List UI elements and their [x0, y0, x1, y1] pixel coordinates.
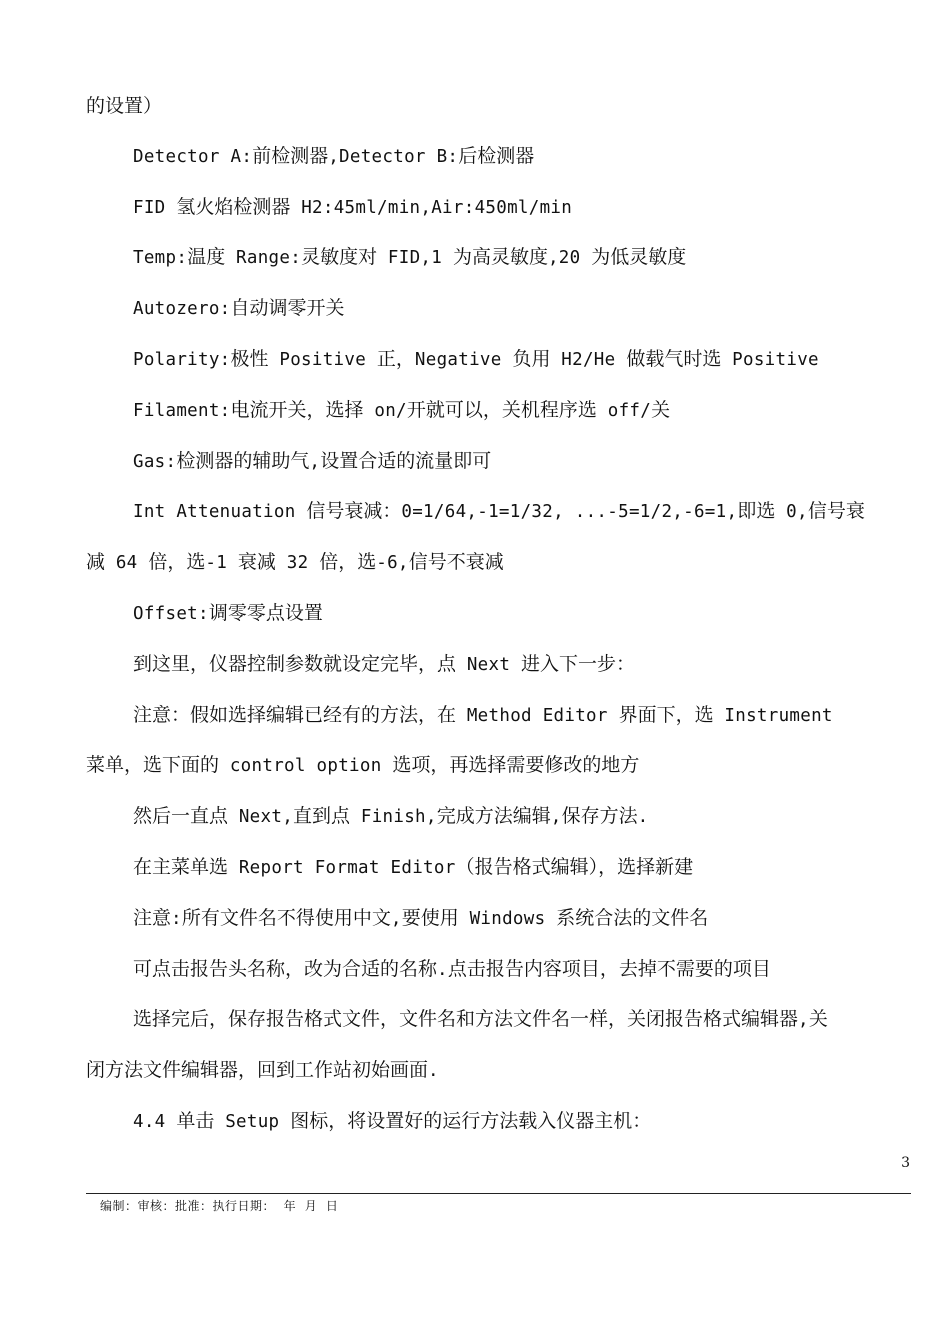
latin-run: 0=1/64,-1=1/32, ...-5=1/2,-6=1, — [401, 502, 738, 523]
latin-run: Gas: — [133, 451, 177, 472]
latin-run: Polarity: — [133, 349, 231, 370]
footer-divider — [86, 1193, 911, 1194]
latin-run: Negative — [414, 349, 513, 370]
latin-run: Positive — [721, 349, 819, 370]
latin-run: Offset: — [133, 603, 209, 624]
latin-run: off/ — [596, 400, 652, 421]
latin-run: 4.4 — [133, 1111, 177, 1132]
latin-run: FID,1 — [377, 248, 453, 269]
latin-run: Detector A: — [133, 146, 253, 167]
latin-run: on/ — [363, 400, 407, 421]
paragraph-line: 选择完后，保存报告格式文件，文件名和方法文件名一样，关闭报告格式编辑器,关 — [133, 1008, 828, 1031]
latin-run: , — [309, 451, 321, 472]
latin-run: , — [550, 807, 562, 828]
latin-run: -1 — [205, 553, 238, 574]
latin-run: Setup — [214, 1111, 291, 1132]
latin-run: Next, — [228, 807, 294, 828]
latin-run: : — [171, 908, 182, 929]
latin-run: Finish, — [350, 807, 437, 828]
paragraph-line: 的设置） — [86, 95, 163, 117]
paragraph-line: Detector A:前检测器,Detector B:后检测器 — [133, 144, 535, 167]
paragraph-line: 注意：假如选择编辑已经有的方法，在 Method Editor 界面下，选 Instrument — [133, 703, 833, 726]
latin-run: Temp: — [133, 248, 188, 269]
latin-run: Windows — [458, 908, 557, 929]
paragraph-line: 4.4 单击 Setup 图标，将设置好的运行方法载入仪器主机： — [133, 1109, 652, 1132]
page-number: 3 — [901, 1155, 910, 1171]
paragraph-line: 可点击报告头名称，改为合适的名称.点击报告内容项目，去掉不需要的项目 — [133, 957, 771, 980]
latin-run: Method Editor — [456, 705, 619, 726]
latin-run: ,20 — [547, 248, 592, 269]
latin-run: H2:45ml/min,Air:450ml/min — [290, 197, 573, 218]
paragraph-line: 菜单，选下面的 control option 选项，再选择需要修改的地方 — [86, 754, 640, 777]
latin-run: , — [798, 1010, 809, 1031]
paragraph-line: Temp:温度 Range:灵敏度对 FID,1 为高灵敏度,20 为低灵敏度 — [133, 246, 687, 269]
paragraph-line: Offset:调零零点设置 — [133, 601, 323, 624]
latin-run: Positive — [268, 349, 377, 370]
paragraph-line: Int Attenuation 信号衰减：0=1/64,-1=1/32, ...-5=1/2,-6=1,即选 0,信号衰 — [133, 500, 865, 523]
paragraph-line: FID 氢火焰检测器 H2:45ml/min,Air:450ml/min — [133, 195, 573, 218]
latin-run: ,Detector B: — [328, 146, 459, 167]
paragraph-line: 闭方法文件编辑器，回到工作站初始画面. — [86, 1059, 439, 1082]
latin-run: FID — [133, 197, 177, 218]
latin-run: Next — [456, 654, 522, 675]
latin-run: Instrument — [713, 705, 833, 726]
latin-run: . — [428, 1061, 439, 1082]
latin-run: Autozero: — [133, 299, 231, 320]
footer-signature-line: 编制：审核：批准：执行日期： 年 月 日 — [100, 1199, 339, 1213]
latin-run: 64 — [105, 553, 149, 574]
paragraph-line: 然后一直点 Next,直到点 Finish,完成方法编辑,保存方法. — [133, 805, 649, 828]
latin-run: -6, — [376, 553, 409, 574]
latin-run: 32 — [275, 553, 320, 574]
paragraph-line: Filament:电流开关，选择 on/开就可以，关机程序选 off/关 — [133, 398, 671, 421]
latin-run: H2/He — [550, 349, 627, 370]
latin-run: control option — [219, 756, 393, 777]
latin-run: Range: — [225, 248, 302, 269]
latin-run: Filament: — [133, 400, 231, 421]
paragraph-line: Polarity:极性 Positive 正，Negative 负用 H2/He 做载气时选 Positive — [133, 347, 819, 370]
paragraph-line: Gas:检测器的辅助气,设置合适的流量即可 — [133, 449, 492, 472]
latin-run: 0, — [775, 502, 808, 523]
latin-run: . — [437, 959, 448, 980]
paragraph-line: 到这里，仪器控制参数就设定完毕，点 Next 进入下一步： — [133, 652, 636, 675]
latin-run: . — [637, 807, 649, 828]
document-body — [86, 82, 912, 1148]
paragraph-line: 减 64 倍，选-1 衰减 32 倍，选-6,信号不衰减 — [86, 551, 504, 574]
latin-run: , — [390, 908, 402, 929]
paragraph-line: 在主菜单选 Report Format Editor（报告格式编辑），选择新建 — [133, 855, 694, 878]
paragraph-line: 注意:所有文件名不得使用中文,要使用 Windows 系统合法的文件名 — [133, 906, 709, 929]
latin-run: Report Format Editor — [228, 857, 456, 878]
latin-run: Int Attenuation — [133, 502, 307, 523]
paragraph-line: Autozero:自动调零开关 — [133, 297, 345, 320]
